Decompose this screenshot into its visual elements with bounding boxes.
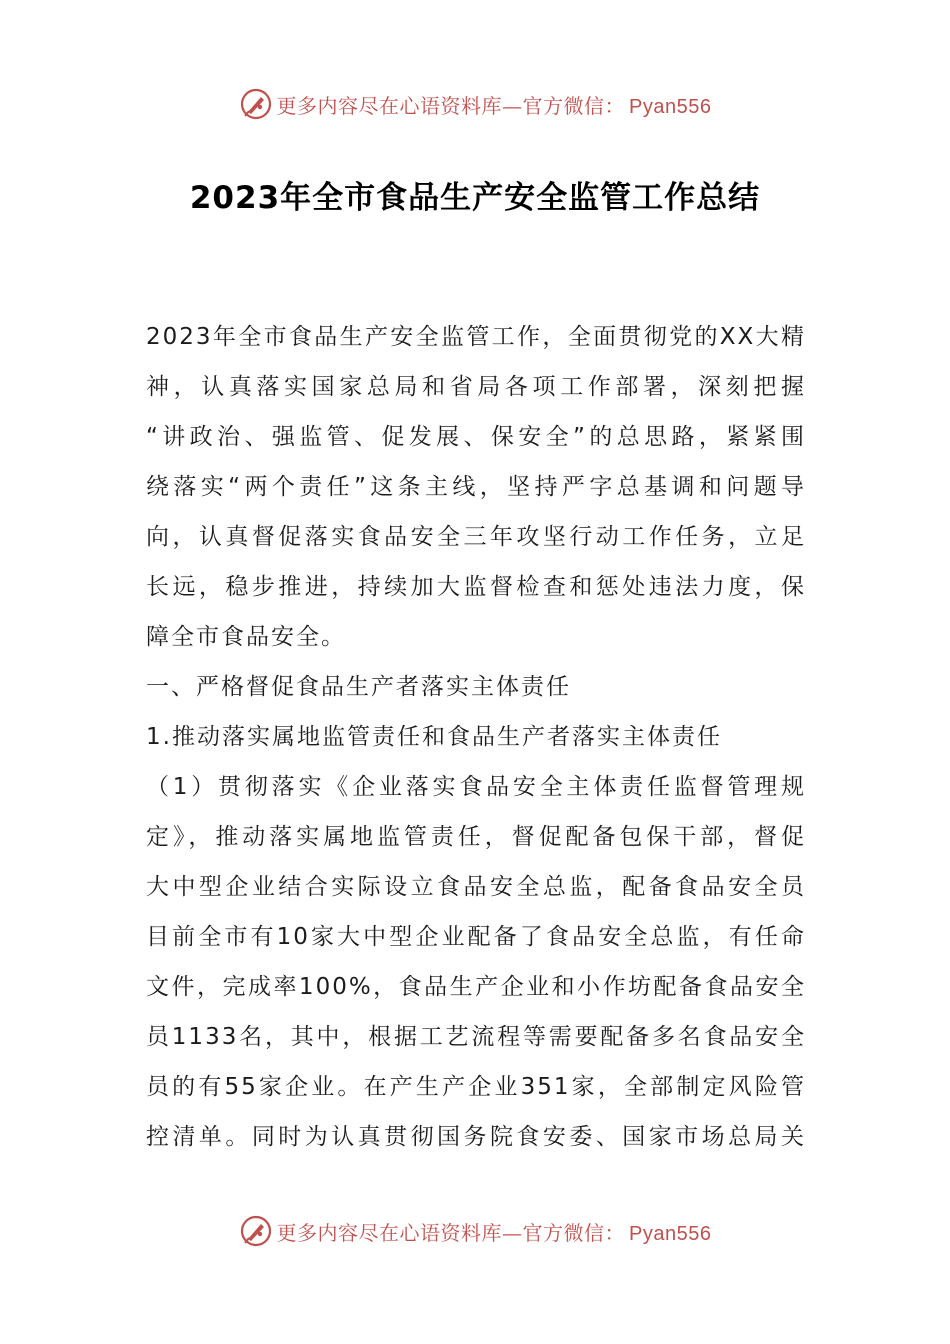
body-line: 神，认真落实国家总局和省局各项工作部署，深刻把握: [146, 374, 806, 400]
body-line: 控清单。同时为认真贯彻国务院食安委、国家市场总局关: [146, 1124, 806, 1150]
body-line: 文件，完成率100%，食品生产企业和小作坊配备食品安全: [146, 974, 806, 1000]
body-line: 员1133名，其中，根据工艺流程等需要配备多名食品安全: [146, 1024, 806, 1050]
pen-seal-icon: [239, 1214, 273, 1248]
body-line: “讲政治、强监管、促发展、保安全”的总思路，紧紧围: [146, 424, 806, 450]
body-line: 长远，稳步推进，持续加大监督检查和惩处违法力度，保: [146, 574, 806, 600]
banner-label: 更多内容尽在心语资料库—官方微信：: [276, 93, 626, 118]
body-line: 大中型企业结合实际设立食品安全总监，配备食品安全员: [146, 874, 806, 900]
body-line: （1）贯彻落实《企业落实食品安全主体责任监督管理规: [146, 774, 806, 800]
subsection-heading: 1.推动落实属地监管责任和食品生产者落实主体责任: [146, 724, 722, 750]
banner-label: 更多内容尽在心语资料库—官方微信：: [276, 1220, 626, 1245]
body-line: 绕落实“两个责任”这条主线，坚持严字总基调和问题导: [146, 474, 806, 500]
body-line: 定》，推动落实属地监管责任，督促配备包保干部，督促: [146, 824, 806, 850]
wechat-id: Pyan556: [629, 95, 712, 118]
body-line: 障全市食品安全。: [146, 624, 346, 650]
section-heading: 一、严格督促食品生产者落实主体责任: [146, 674, 571, 700]
body-line: 向，认真督促落实食品安全三年攻坚行动工作任务，立足: [146, 524, 806, 550]
footer-banner: [0, 1211, 950, 1251]
body-line: 2023年全市食品生产安全监管工作，全面贯彻党的XX大精: [146, 324, 806, 350]
banner-text: [277, 1217, 712, 1246]
document-title: 2023年全市食品生产安全监管工作总结: [189, 180, 761, 216]
body-line: 员的有55家企业。在产生产企业351家，全部制定风险管: [146, 1074, 806, 1100]
document-body: [146, 312, 806, 1162]
body-line: 目前全市有10家大中型企业配备了食品安全总监，有任命: [146, 924, 806, 950]
header-banner: [0, 84, 950, 124]
pen-seal-icon: [239, 87, 273, 121]
wechat-id: Pyan556: [629, 1222, 712, 1245]
banner-text: [277, 90, 712, 119]
